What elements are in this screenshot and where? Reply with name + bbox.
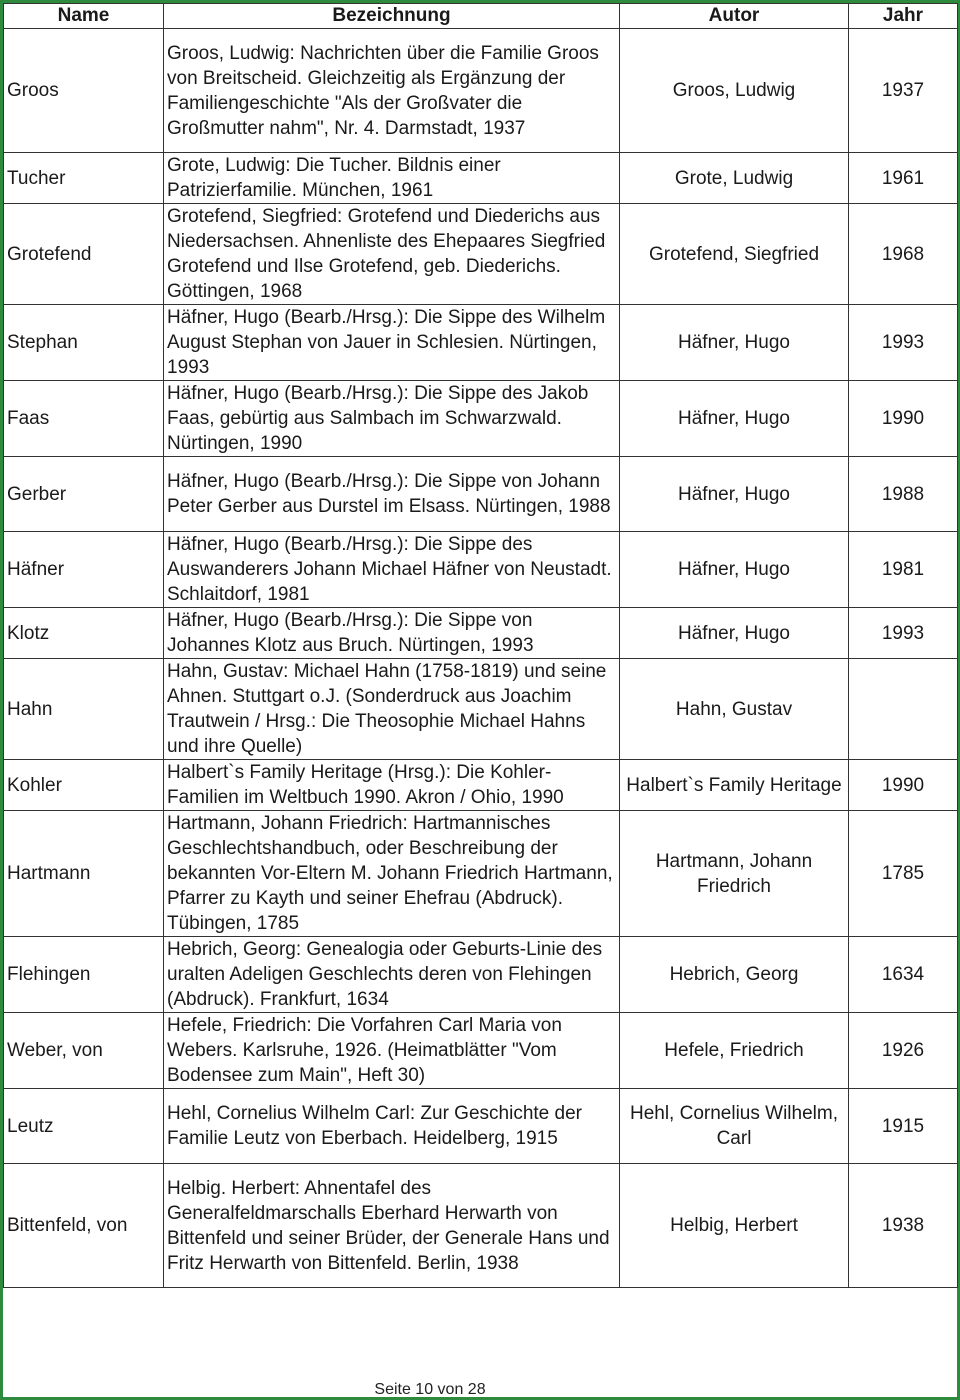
cell-name: Leutz [4, 1089, 164, 1164]
cell-bezeichnung: Häfner, Hugo (Bearb./Hrsg.): Die Sippe des Jakob Faas, gebürtig aus Salmbach im Schwarzwald. Nürtingen, 1990 [164, 381, 620, 457]
header-autor: Autor [620, 4, 849, 29]
cell-autor: Helbig, Herbert [620, 1164, 849, 1288]
table-row [4, 659, 958, 760]
cell-jahr: 1993 [849, 305, 958, 381]
cell-autor: Grote, Ludwig [620, 153, 849, 204]
table-row [4, 532, 958, 608]
table-row [4, 1089, 958, 1164]
cell-jahr: 1938 [849, 1164, 958, 1288]
cell-autor: Halbert`s Family Heritage [620, 760, 849, 811]
cell-jahr [849, 659, 958, 760]
cell-bezeichnung: Häfner, Hugo (Bearb./Hrsg.): Die Sippe von Johann Peter Gerber aus Durstel im Elsass. Nürtingen, 1988 [164, 457, 620, 532]
cell-name: Hahn [4, 659, 164, 760]
cell-name: Klotz [4, 608, 164, 659]
table-row [4, 305, 958, 381]
cell-autor: Hebrich, Georg [620, 937, 849, 1013]
cell-autor: Hehl, Cornelius Wilhelm, Carl [620, 1089, 849, 1164]
cell-jahr: 1634 [849, 937, 958, 1013]
cell-autor: Hahn, Gustav [620, 659, 849, 760]
cell-autor: Häfner, Hugo [620, 532, 849, 608]
cell-bezeichnung: Häfner, Hugo (Bearb./Hrsg.): Die Sippe von Johannes Klotz aus Bruch. Nürtingen, 1993 [164, 608, 620, 659]
header-bezeichnung: Bezeichnung [164, 4, 620, 29]
cell-name: Weber, von [4, 1013, 164, 1089]
cell-jahr: 1990 [849, 381, 958, 457]
cell-name: Hartmann [4, 811, 164, 937]
page-footer: Seite 10 von 28 [374, 1381, 486, 1398]
catalog-table [3, 3, 958, 1288]
table-row [4, 937, 958, 1013]
cell-name: Tucher [4, 153, 164, 204]
cell-jahr: 1990 [849, 760, 958, 811]
cell-jahr: 1981 [849, 532, 958, 608]
cell-autor: Häfner, Hugo [620, 381, 849, 457]
cell-name: Häfner [4, 532, 164, 608]
cell-jahr: 1915 [849, 1089, 958, 1164]
table-row [4, 153, 958, 204]
cell-jahr: 1993 [849, 608, 958, 659]
header-row [4, 4, 958, 29]
table-row [4, 1013, 958, 1089]
cell-jahr: 1937 [849, 29, 958, 153]
cell-bezeichnung: Hehl, Cornelius Wilhelm Carl: Zur Geschichte der Familie Leutz von Eberbach. Heidelberg, 1915 [164, 1089, 620, 1164]
cell-jahr: 1988 [849, 457, 958, 532]
table-row [4, 811, 958, 937]
cell-bezeichnung: Hefele, Friedrich: Die Vorfahren Carl Maria von Webers. Karlsruhe, 1926. (Heimatblätter "Vom Bodensee zum Main", Heft 30) [164, 1013, 620, 1089]
cell-autor: Grotefend, Siegfried [620, 204, 849, 305]
cell-name: Stephan [4, 305, 164, 381]
cell-autor: Groos, Ludwig [620, 29, 849, 153]
table-row [4, 760, 958, 811]
cell-bezeichnung: Groos, Ludwig: Nachrichten über die Familie Groos von Breitscheid. Gleichzeitig als Ergänzung der Familiengeschichte "Als der Großvater die Großmutter nahm", Nr. 4. Darmstadt, 1937 [164, 29, 620, 153]
table-row [4, 29, 958, 153]
cell-bezeichnung: Helbig. Herbert: Ahnentafel des Generalfeldmarschalls Eberhard Herwarth von Bittenfeld und seiner Brüder, der Generale Hans und Fritz Herwarth von Bittenfeld. Berlin, 1938 [164, 1164, 620, 1288]
cell-jahr: 1785 [849, 811, 958, 937]
cell-name: Flehingen [4, 937, 164, 1013]
cell-name: Kohler [4, 760, 164, 811]
cell-autor: Häfner, Hugo [620, 608, 849, 659]
cell-autor: Häfner, Hugo [620, 305, 849, 381]
cell-bezeichnung: Häfner, Hugo (Bearb./Hrsg.): Die Sippe des Auswanderers Johann Michael Häfner von Neustadt. Schlaitdorf, 1981 [164, 532, 620, 608]
cell-jahr: 1961 [849, 153, 958, 204]
cell-autor: Hefele, Friedrich [620, 1013, 849, 1089]
cell-jahr: 1926 [849, 1013, 958, 1089]
header-jahr: Jahr [849, 4, 958, 29]
cell-name: Grotefend [4, 204, 164, 305]
table-row [4, 608, 958, 659]
cell-bezeichnung: Häfner, Hugo (Bearb./Hrsg.): Die Sippe des Wilhelm August Stephan von Jauer in Schlesien. Nürtingen, 1993 [164, 305, 620, 381]
table-row [4, 204, 958, 305]
table-row [4, 457, 958, 532]
cell-jahr: 1968 [849, 204, 958, 305]
cell-bezeichnung: Grote, Ludwig: Die Tucher. Bildnis einer Patrizierfamilie. München, 1961 [164, 153, 620, 204]
cell-bezeichnung: Hahn, Gustav: Michael Hahn (1758-1819) und seine Ahnen. Stuttgart o.J. (Sonderdruck aus Joachim Trautwein / Hrsg.: Die Theosophie Michael Hahns und ihre Quelle) [164, 659, 620, 760]
cell-bezeichnung: Halbert`s Family Heritage (Hrsg.): Die Kohler-Familien im Weltbuch 1990. Akron / Ohio, 1990 [164, 760, 620, 811]
cell-bezeichnung: Hebrich, Georg: Genealogia oder Geburts-Linie des uralten Adeligen Geschlechts deren von Flehingen (Abdruck). Frankfurt, 1634 [164, 937, 620, 1013]
cell-autor: Hartmann, Johann Friedrich [620, 811, 849, 937]
cell-autor: Häfner, Hugo [620, 457, 849, 532]
cell-bezeichnung: Hartmann, Johann Friedrich: Hartmannisches Geschlechtshandbuch, oder Beschreibung der bekannten Vor-Eltern M. Johann Friedrich Hartmann, Pfarrer zu Kayth und seiner Ehefrau (Abdruck). Tübingen, 1785 [164, 811, 620, 937]
cell-name: Groos [4, 29, 164, 153]
header-name: Name [4, 4, 164, 29]
cell-name: Gerber [4, 457, 164, 532]
cell-bezeichnung: Grotefend, Siegfried: Grotefend und Diederichs aus Niedersachsen. Ahnenliste des Ehepaares Siegfried Grotefend und Ilse Grotefend, geb. Diederichs. Göttingen, 1968 [164, 204, 620, 305]
table-row [4, 381, 958, 457]
cell-name: Bittenfeld, von [4, 1164, 164, 1288]
table-row [4, 1164, 958, 1288]
cell-name: Faas [4, 381, 164, 457]
